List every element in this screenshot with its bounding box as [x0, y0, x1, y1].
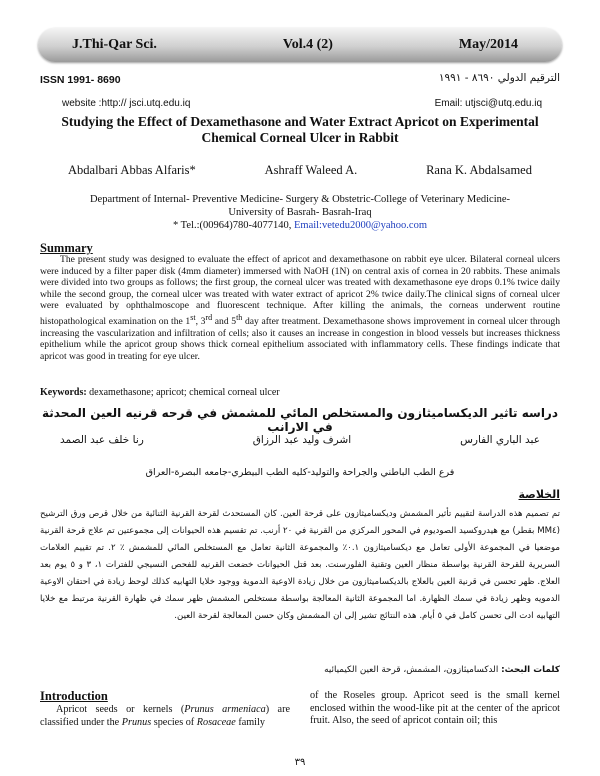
telephone: * Tel.:(00964)780-4077140,: [173, 220, 294, 231]
intro-text-1: Apricot seeds or kernels (: [56, 704, 185, 715]
issn-arabic: الترقيم الدولي ٨٦٩٠ - ١٩٩١: [438, 72, 560, 84]
arabic-author-3: رنا خلف عبد الصمد: [60, 434, 144, 446]
intro-text-2: ) are classified under the: [40, 704, 290, 728]
arabic-author-2: اشرف وليد عبد الرزاق: [252, 434, 352, 446]
author-3: Rana K. Abdalsamed: [426, 163, 532, 177]
arabic-title: دراسه تاثير الديكساميثازون والمستخلص المائي للمشمش في قرحه قرنيه العين المحدثة في الارانب: [41, 406, 558, 434]
affiliation: [40, 193, 560, 232]
journal-email[interactable]: Email: utjsci@utq.edu.iq: [434, 98, 542, 109]
affiliation-line-1: Department of Internal- Preventive Medicine- Surgery & Obstetric-College of Veterinary Medicine-: [89, 194, 511, 205]
intro-italic-1: Prunus armeniaca: [184, 704, 266, 715]
page-number: ٣٩: [294, 757, 306, 768]
arabic-keywords-text: الدكساميثازون، المشمش، قرحة العين الكيميائيه: [324, 665, 502, 675]
intro-text-3: species of: [151, 716, 197, 728]
journal-volume: Vol.4 (2): [282, 37, 333, 52]
summary-body: [40, 254, 560, 363]
arabic-summary-heading: الخلاصة: [518, 488, 560, 501]
contact-line: [40, 219, 560, 232]
introduction-left-column: [40, 704, 290, 729]
arabic-author-1: عبد الباري الفارس: [460, 434, 540, 446]
author-2: Ashraff Waleed A.: [264, 163, 358, 177]
intro-italic-2: Prunus: [121, 716, 152, 728]
summary-text-1: The present study was designed to evaluate the effect of apricot and dexamethasone on rabbit eye ulcer. Bilateral corneal ulcers were induced by a filter paper disk (4mm diameter) immersed with NaOH (1N) on central axis of cornea in 20 rabbits. These animals were divided into two groups as follows; the first group, the corneal ulcer was treated with dexamethasone eye drops 0.1% twice daily while the second group, the corneal ulcer was treated with water extract of apricot 2% twice daily.The clinical signs of corneal ulcer were evaluated by ophthalmoscope and fluorescent technique. After killing the animals, the corneas underwent routine histopathological examination on the 1: [40, 254, 560, 328]
arabic-keywords-label: كلمات البحث:: [501, 665, 560, 675]
arabic-summary-body: تم تصميم هذه الدراسة لتقييم تأثير المشمش وديكساميثازون على قرحة العين. كان المستحدث لقرحة القرنية الثنائية من خلال قرص ورق الترشيح (MM٤ بقطر) مع هيدروكسيد الصوديوم في المحور المركزي من القرنية في ٢٠ أرنب. تم تقسيم هذه الحيوانات إلى مجموعتين تم علاج قرحة القرنية موضعيا في المجموعة الأولى تعامل مع ديكساميثازون ٠.١٪ والمجموعة الثانية تعامل مع المستخلص المائي للمشمش ٪ ٢. تم تقييم العلامات السريرية للقرحة القرنية بواسطة منظار العين وتقنية الفلورسنت. بعد قتل الحيوانات خضعت القرنيه للفحص النسيجي للفترات ١، ٣ و ٥ يوم بعد العلاج. ظهر تحسن في قرنية العين بالعلاج بالديكساميثازون من خلال زيادة الاوعية الدموية ووجود خلايا التهابيه كذلك لوحظ زيادة في احتقان الاوعية الدمويه وظهر زيادة في سمك الظهارة. اما المجموعة الثانية المعالجة بواسطة مستخلص المشمش ظهر سمك في ظهارة القرنية مرتبط مع خلايا التهابيه ادت الى تحسن كامل في ٥ أيام. هذه النتائج تشير إلى ان المشمش وكان حسن المعالجة لقرحة العين.: [40, 509, 560, 621]
summary-sup-1: st: [190, 312, 196, 322]
keywords-label: Keywords:: [40, 387, 87, 398]
arabic-author-list: [40, 434, 560, 446]
summary-heading: Summary: [40, 241, 93, 255]
author-1: Abdalbari Abbas Alfaris*: [68, 163, 196, 177]
author-email-link[interactable]: Email:vetedu2000@yahoo.com: [293, 220, 427, 231]
introduction-right-column: of the Roseles group. Apricot seed is the small kernel enclosed within the wood-like pit at the center of the apricot fruit. Also, the seed of apricot contain oil; this: [310, 690, 560, 726]
journal-name: J.Thi-Qar Sci.: [72, 37, 157, 52]
issn: ISSN 1991- 8690: [40, 74, 121, 86]
journal-header-banner: [38, 28, 562, 62]
summary-text-4: day after treatment. Dexamethasone shows improvement in corneal ulcer through increasing the vascularization and infiltration of cells; also it causes an increase in congestion in blood vessels but increases thickness epithelium while the apricot group shows thick corneal epithelium associated with inflammatory cells. These findings indicate that apricot was good in treating for eye ulcer.: [40, 316, 561, 362]
keywords: [40, 387, 280, 398]
paper-title: Studying the Effect of Dexamethasone and Water Extract Apricot on Experimental Chemical Corneal Ulcer in Rabbit: [61, 114, 539, 145]
website-link[interactable]: website :http:// jsci.utq.edu.iq: [62, 98, 191, 109]
affiliation-line-2: University of Basrah- Basrah-Iraq: [228, 207, 372, 218]
arabic-keywords: [324, 665, 560, 675]
introduction-heading: Introduction: [40, 689, 108, 703]
summary-sup-3: th: [236, 312, 243, 322]
author-list: [40, 163, 560, 178]
arabic-affiliation: فرع الطب الباطني والجراحة والتوليد-كليه الطب البيطري-جامعه البصرة-العراق: [145, 467, 455, 478]
intro-italic-3: Rosaceae: [196, 716, 236, 728]
journal-date: May/2014: [458, 37, 518, 52]
summary-text-2: , 3: [195, 316, 206, 328]
intro-text-4: family: [235, 716, 265, 728]
summary-sup-2: rd: [205, 312, 213, 322]
keywords-text: dexamethasone; apricot; chemical corneal ulcer: [86, 387, 280, 398]
summary-text-3: and 5: [212, 316, 237, 328]
